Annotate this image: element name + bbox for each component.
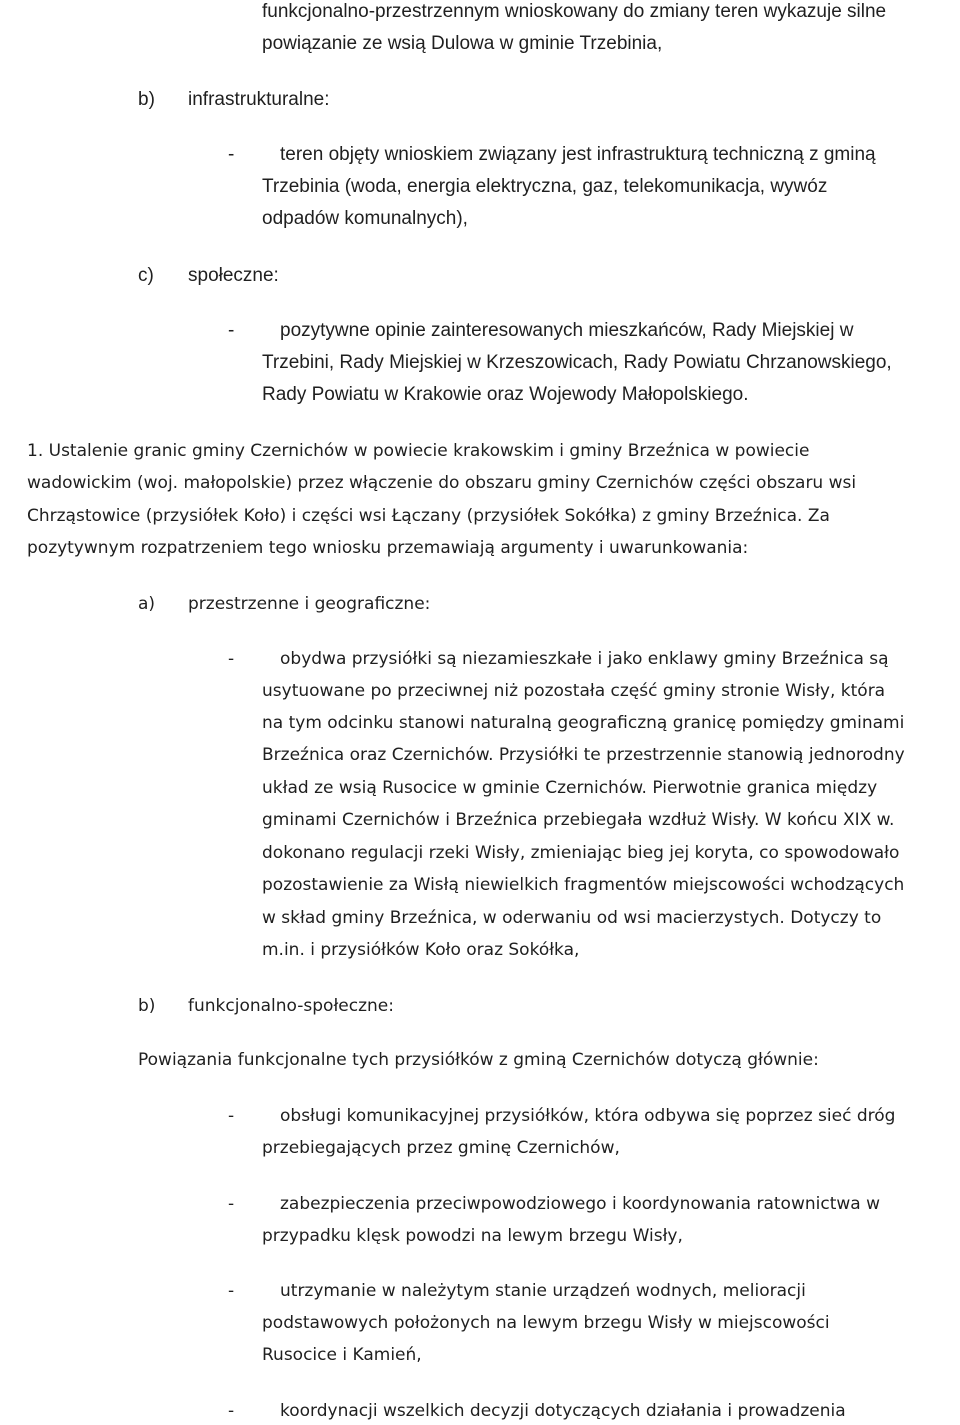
continuation-line: powiązanie ze wsią Dulowa w gminie Trzebinia,	[262, 33, 663, 54]
bullet-text: teren objęty wnioskiem związany jest infrastrukturą techniczną z gminą	[280, 144, 876, 165]
bullet-text: koordynacji wszelkich decyzji dotyczących działania i prowadzenia	[280, 1401, 846, 1421]
bullet-text: pozostawienie za Wisłą niewielkich fragmentów miejscowości wchodzących	[262, 875, 905, 895]
bullet-dash: -	[228, 1194, 235, 1214]
intro-text: Powiązania funkcjonalne tych przysiółków z gminą Czernichów dotyczą głównie:	[138, 1050, 819, 1070]
bullet-text: obydwa przysiółki są niezamieszkałe i jako enklawy gminy Brzeźnica są	[280, 649, 889, 669]
bullet-dash: -	[228, 1401, 235, 1421]
bullet-text: Rady Powiatu w Krakowie oraz Wojewody Małopolskiego.	[262, 384, 749, 405]
bullet-text: zabezpieczenia przeciwpowodziowego i koordynowania ratownictwa w	[280, 1194, 881, 1214]
bullet-text: podstawowych położonych na lewym brzegu Wisły w miejscowości	[262, 1313, 830, 1333]
bullet-text: pozytywne opinie zainteresowanych mieszkańców, Rady Miejskiej w	[280, 320, 854, 341]
continuation-line: funkcjonalno-przestrzennym wnioskowany do zmiany teren wykazuje silne	[262, 1, 887, 22]
bullet-text: przebiegających przez gminę Czernichów,	[262, 1138, 620, 1158]
bullet-text: Trzebini, Rady Miejskiej w Krzeszowicach, Rady Powiatu Chrzanowskiego,	[262, 352, 892, 373]
bullet-text: na tym odcinku stanowi naturalną geograficzną granicę pomiędzy gminami	[262, 713, 905, 733]
section-heading: funkcjonalno-społeczne:	[188, 996, 394, 1016]
paragraph-line: pozytywnym rozpatrzeniem tego wniosku przemawiają argumenty i uwarunkowania:	[27, 538, 749, 558]
bullet-text: przypadku klęsk powodzi na lewym brzegu Wisły,	[262, 1226, 683, 1246]
bullet-dash: -	[228, 1281, 235, 1301]
bullet-dash: -	[228, 320, 235, 341]
section-heading: przestrzenne i geograficzne:	[188, 594, 431, 614]
bullet-text: Rusocice i Kamień,	[262, 1345, 422, 1365]
paragraph-line: 1. Ustalenie granic gminy Czernichów w powiecie krakowskim i gminy Brzeźnica w powiecie	[27, 441, 810, 461]
section-marker: c)	[138, 265, 154, 286]
section-marker: b)	[138, 89, 155, 110]
section-marker: a)	[138, 594, 156, 614]
bullet-text: usytuowane po przeciwnej niż pozostała część gminy stronie Wisły, która	[262, 681, 886, 701]
bullet-text: utrzymanie w należytym stanie urządzeń wodnych, melioracji	[280, 1281, 806, 1301]
bullet-text: gminami Czernichów i Brzeźnica przebiegała wzdłuż Wisły. W końcu XIX w.	[262, 810, 895, 830]
section-marker: b)	[138, 996, 156, 1016]
paragraph-line: Chrząstowice (przysiółek Koło) i części wsi Łączany (przysiółek Sokółka) z gminy Brzeźnica. Za	[27, 506, 830, 526]
bullet-dash: -	[228, 649, 235, 669]
section-heading: społeczne:	[188, 265, 279, 286]
bullet-text: układ ze wsią Rusocice w gminie Czernichów. Pierwotnie granica między	[262, 778, 878, 798]
bullet-text: w skład gminy Brzeźnica, w oderwaniu od wsi macierzystych. Dotyczy to	[262, 908, 882, 928]
bullet-text: Trzebinia (woda, energia elektryczna, gaz, telekomunikacja, wywóz	[262, 176, 828, 197]
bullet-dash: -	[228, 1106, 235, 1126]
section-heading: infrastrukturalne:	[188, 89, 330, 110]
paragraph-line: wadowickim (woj. małopolskie) przez włączenie do obszaru gminy Czernichów części obszaru wsi	[27, 473, 857, 493]
bullet-text: m.in. i przysiółków Koło oraz Sokółka,	[262, 940, 580, 960]
bullet-text: obsługi komunikacyjnej przysiółków, która odbywa się poprzez sieć dróg	[280, 1106, 896, 1126]
bullet-text: dokonano regulacji rzeki Wisły, zmieniając bieg jej koryta, co spowodowało	[262, 843, 900, 863]
bullet-dash: -	[228, 144, 235, 165]
bullet-text: odpadów komunalnych),	[262, 208, 468, 229]
bullet-text: Brzeźnica oraz Czernichów. Przysiółki te przestrzennie stanowią jednorodny	[262, 745, 905, 765]
